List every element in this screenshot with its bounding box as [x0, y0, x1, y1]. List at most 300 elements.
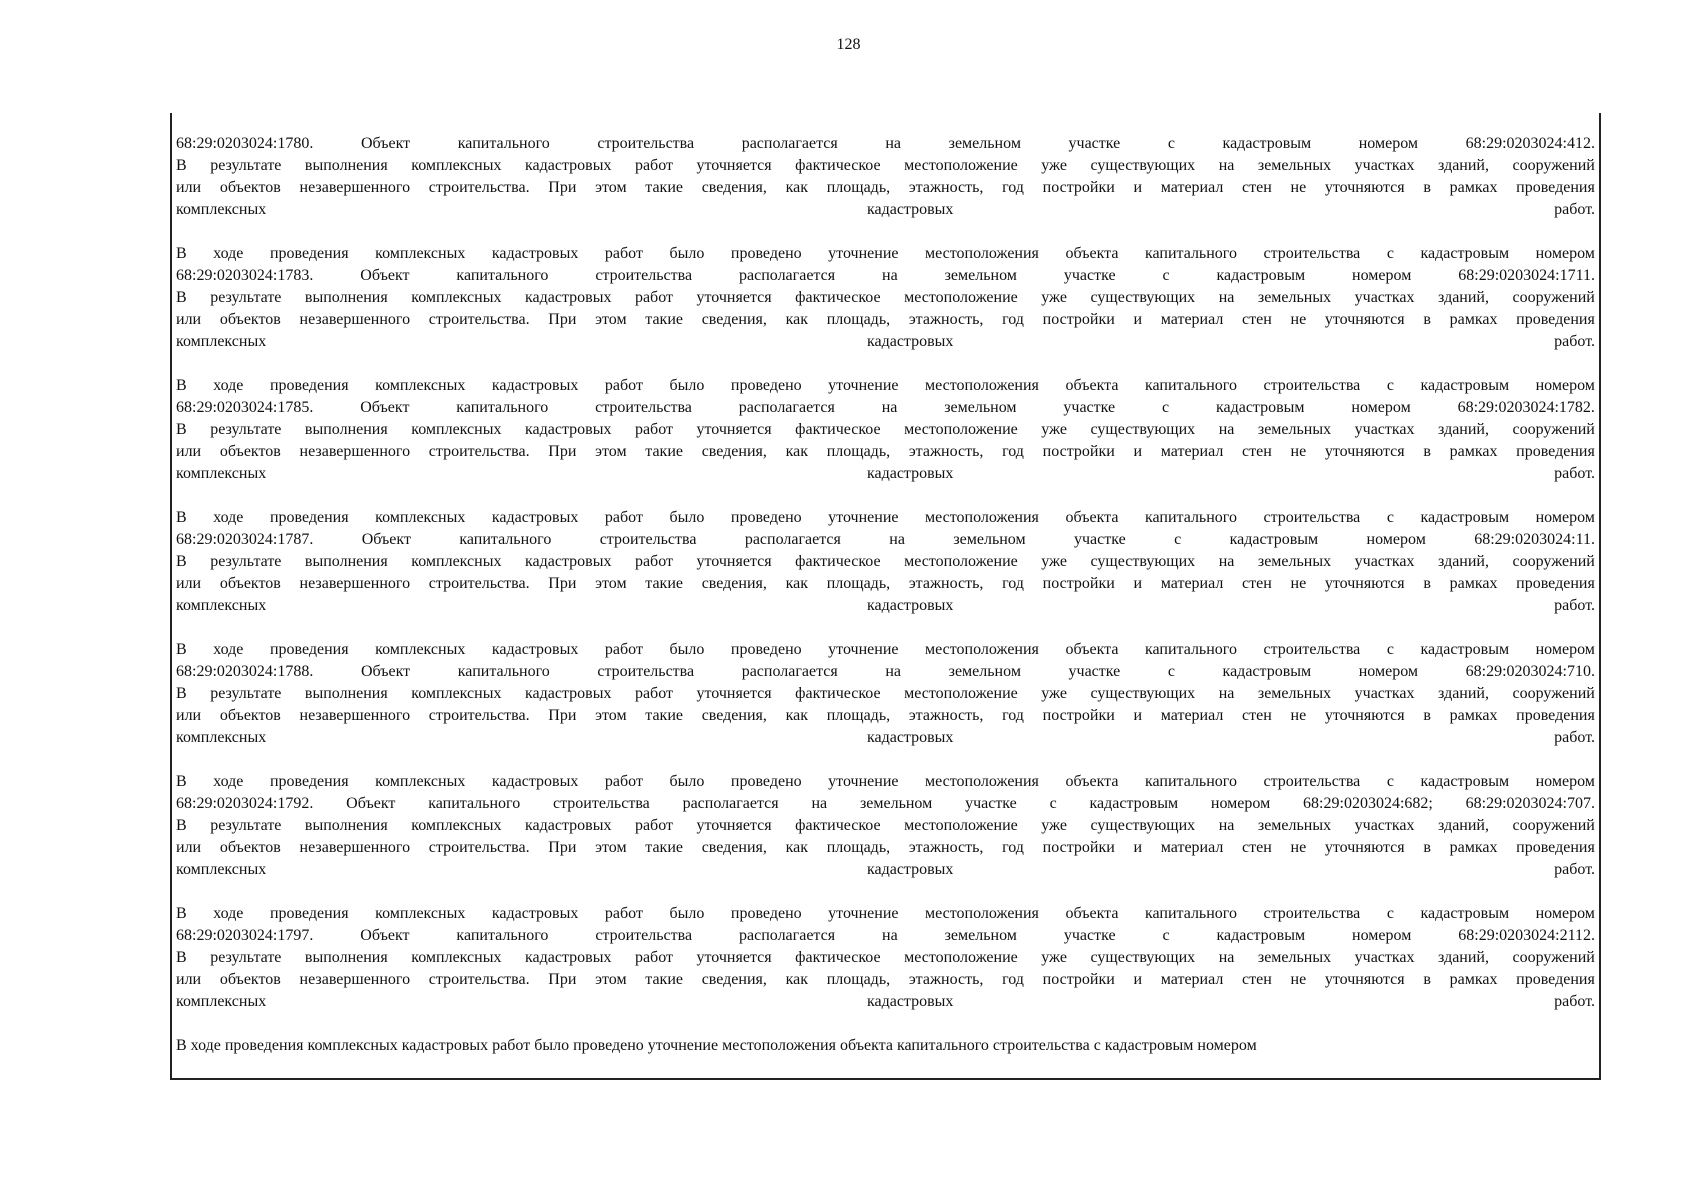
text-line: [176, 133, 1595, 155]
word: кадастровым: [1420, 905, 1510, 922]
word: на: [1218, 817, 1235, 834]
word: уточняется: [696, 289, 772, 306]
text-line: [176, 507, 1595, 529]
text-line: [176, 705, 1595, 727]
word: В: [176, 641, 187, 658]
word: в: [1423, 707, 1431, 724]
word: При: [548, 839, 577, 856]
word: было: [669, 641, 705, 658]
word: кадастровых: [491, 773, 579, 790]
word: комплексных: [176, 465, 267, 482]
word: проведения: [269, 377, 349, 394]
word: комплексных: [411, 289, 502, 306]
word: участке: [1068, 663, 1121, 680]
word: было: [669, 509, 705, 526]
word: номером: [1535, 377, 1595, 394]
word: или: [176, 575, 202, 592]
word: фактическое: [795, 157, 881, 174]
word: ходе: [213, 377, 244, 394]
word: постройки: [1042, 971, 1115, 988]
word: кадастровым: [1420, 509, 1510, 526]
word: как: [785, 179, 808, 196]
word: уточняется: [696, 553, 772, 570]
word: этом: [595, 443, 627, 460]
text-line: [176, 903, 1595, 925]
word: материал: [1160, 311, 1224, 328]
word: капитального: [456, 399, 549, 416]
word: местоположение: [904, 289, 1018, 306]
word: 68:29:0203024:682;: [1303, 795, 1433, 812]
text-line: [176, 419, 1595, 441]
word: кадастровых: [491, 641, 579, 658]
word: участке: [1063, 399, 1116, 416]
word: земельных: [1257, 949, 1332, 966]
word: работ: [634, 157, 673, 174]
word: площадь,: [826, 971, 891, 988]
word: уточняются: [1324, 575, 1405, 592]
word: капитального: [1144, 509, 1237, 526]
word: с: [1386, 377, 1394, 394]
word: результате: [210, 157, 282, 174]
word: кадастровых: [491, 509, 579, 526]
word: кадастровых: [491, 245, 579, 262]
word: капитального: [457, 663, 550, 680]
word: объекта: [1065, 905, 1119, 922]
word: Объект: [360, 663, 411, 680]
word: номером: [1535, 773, 1595, 790]
word: земельном: [944, 267, 1017, 284]
word: не: [1290, 971, 1307, 988]
word: площадь,: [826, 839, 891, 856]
text-line: [176, 309, 1595, 331]
word: как: [785, 971, 808, 988]
word: как: [785, 575, 808, 592]
word: земельных: [1257, 289, 1332, 306]
word: такие: [645, 443, 683, 460]
word: сооружений: [1512, 157, 1595, 174]
word: номером: [1358, 135, 1419, 152]
word: фактическое: [795, 685, 881, 702]
word: материал: [1160, 971, 1224, 988]
text-line: [176, 397, 1595, 419]
word: стен: [1242, 179, 1272, 196]
word: с: [1162, 267, 1170, 284]
word: комплексных: [375, 509, 466, 526]
word: 68:29:0203024:412.: [1465, 135, 1595, 152]
paragraph-list: [176, 133, 1595, 1013]
word: Объект: [360, 927, 410, 944]
word: комплексных: [176, 333, 267, 350]
word: 68:29:0203024:1788.: [176, 663, 314, 680]
paragraph: [176, 903, 1595, 1013]
word: местоположения: [925, 245, 1039, 262]
word: этажность,: [908, 707, 984, 724]
word: на: [811, 795, 828, 812]
word: располагается: [744, 531, 841, 548]
word: или: [176, 443, 202, 460]
word: выполнения: [304, 817, 388, 834]
word: проведения: [1516, 179, 1595, 196]
word: работ: [604, 905, 643, 922]
word: капитального: [1144, 245, 1237, 262]
word: уже: [1041, 421, 1067, 438]
word: строительства.: [428, 443, 530, 460]
word: уточнение: [828, 245, 899, 262]
word: уже: [1041, 685, 1067, 702]
word: фактическое: [795, 289, 881, 306]
word: сведения,: [701, 575, 767, 592]
word: и: [1133, 443, 1143, 460]
word: кадастровым: [1222, 135, 1312, 152]
word: объектов: [219, 707, 281, 724]
text-line: [176, 727, 1595, 749]
word: 68:29:0203024:1711.: [1458, 267, 1595, 284]
word: капитального: [457, 135, 550, 152]
word: При: [548, 707, 577, 724]
word: стен: [1242, 707, 1272, 724]
word: кадастровым: [1420, 245, 1510, 262]
word: такие: [645, 971, 683, 988]
word: и: [1133, 839, 1143, 856]
word: с: [1161, 399, 1170, 416]
word: сведения,: [701, 839, 767, 856]
word: местоположение: [904, 817, 1018, 834]
word: кадастровых: [866, 861, 954, 878]
word: объектов: [219, 839, 281, 856]
word: не: [1290, 443, 1307, 460]
word: год: [1002, 179, 1024, 196]
word: ходе: [213, 773, 244, 790]
text-line: [176, 859, 1595, 881]
word: объекта: [1065, 773, 1119, 790]
word: существующих: [1090, 949, 1196, 966]
word: работ.: [1554, 597, 1595, 614]
word: сооружений: [1512, 949, 1595, 966]
word: объекта: [1065, 509, 1119, 526]
word: капитального: [1144, 641, 1237, 658]
text-line: [176, 661, 1595, 683]
word: не: [1290, 311, 1307, 328]
word: не: [1290, 707, 1307, 724]
word: работ.: [1554, 729, 1595, 746]
word: год: [1002, 839, 1024, 856]
final-line: В ходе проведения комплексных кадастровых работ было проведено уточнение местоположения объекта капитального строительства с кадастровым номером: [176, 1037, 1257, 1054]
word: сведения,: [701, 311, 767, 328]
text-line: [176, 177, 1595, 199]
word: незавершенного: [299, 443, 411, 460]
word: зданий,: [1438, 817, 1489, 834]
word: участке: [1063, 927, 1116, 944]
word: земельных: [1257, 553, 1332, 570]
word: не: [1290, 575, 1307, 592]
word: выполнения: [304, 685, 388, 702]
word: уточнение: [828, 377, 899, 394]
word: рамках: [1449, 971, 1498, 988]
word: как: [785, 707, 808, 724]
word: такие: [645, 311, 683, 328]
word: этажность,: [908, 971, 984, 988]
word: располагается: [738, 399, 835, 416]
word: кадастровых: [491, 377, 579, 394]
text-line: [176, 331, 1595, 353]
word: существующих: [1090, 553, 1196, 570]
word: незавершенного: [299, 839, 411, 856]
word: При: [548, 575, 577, 592]
word: такие: [645, 179, 683, 196]
word: комплексных: [176, 993, 267, 1010]
word: постройки: [1042, 707, 1115, 724]
word: стен: [1242, 311, 1272, 328]
word: комплексных: [375, 377, 466, 394]
word: стен: [1242, 839, 1272, 856]
word: этажность,: [908, 839, 984, 856]
text-frame: [170, 113, 1601, 1080]
word: результате: [210, 817, 282, 834]
word: работ: [604, 245, 643, 262]
text-line: [176, 199, 1595, 221]
word: проведено: [730, 377, 802, 394]
word: располагается: [739, 267, 836, 284]
word: объектов: [219, 443, 281, 460]
word: работ: [634, 289, 673, 306]
word: работ.: [1554, 465, 1595, 482]
word: с: [1386, 509, 1394, 526]
word: объектов: [219, 179, 281, 196]
word: постройки: [1042, 311, 1115, 328]
paragraph: [176, 507, 1595, 617]
word: проведения: [1516, 839, 1595, 856]
word: этом: [595, 575, 627, 592]
word: строительства: [597, 663, 695, 680]
word: существующих: [1090, 289, 1196, 306]
word: сооружений: [1512, 553, 1595, 570]
word: ходе: [213, 905, 244, 922]
word: на: [1218, 421, 1235, 438]
word: В: [176, 245, 187, 262]
word: кадастровых: [866, 465, 954, 482]
word: участках: [1354, 685, 1415, 702]
word: В: [176, 905, 187, 922]
word: сведения,: [701, 971, 767, 988]
word: на: [881, 399, 898, 416]
word: комплексных: [375, 641, 466, 658]
word: 68:29:0203024:1785.: [176, 399, 314, 416]
word: уже: [1041, 289, 1067, 306]
word: участке: [1074, 531, 1126, 548]
word: выполнения: [304, 949, 388, 966]
word: зданий,: [1438, 949, 1489, 966]
word: год: [1002, 707, 1024, 724]
word: кадастровым: [1216, 267, 1306, 284]
word: в: [1423, 839, 1431, 856]
word: уточняется: [696, 157, 772, 174]
word: проведения: [1516, 575, 1595, 592]
word: строительства: [599, 531, 697, 548]
word: строительства: [1263, 377, 1361, 394]
word: В: [176, 773, 187, 790]
word: ходе: [213, 509, 244, 526]
paragraph: [176, 639, 1595, 749]
text-line: [176, 441, 1595, 463]
word: уже: [1041, 553, 1067, 570]
word: результате: [210, 949, 282, 966]
word: проведения: [269, 641, 349, 658]
word: результате: [210, 421, 282, 438]
word: местоположения: [925, 641, 1039, 658]
word: комплексных: [375, 773, 466, 790]
word: этажность,: [908, 443, 984, 460]
word: участках: [1354, 553, 1415, 570]
word: этом: [595, 839, 627, 856]
word: фактическое: [795, 949, 881, 966]
word: располагается: [741, 135, 838, 152]
word: строительства: [1263, 245, 1361, 262]
word: 68:29:0203024:1792.: [176, 795, 314, 812]
word: работ: [604, 509, 643, 526]
text-line: [176, 595, 1595, 617]
word: было: [669, 377, 705, 394]
word: участках: [1354, 949, 1415, 966]
word: В: [176, 685, 187, 702]
word: номером: [1352, 927, 1412, 944]
word: участке: [965, 795, 1017, 812]
word: или: [176, 179, 202, 196]
text-line: [176, 815, 1595, 837]
word: зданий,: [1438, 421, 1489, 438]
word: незавершенного: [299, 575, 411, 592]
word: располагается: [682, 795, 779, 812]
word: кадастровых: [866, 201, 954, 218]
word: земельном: [944, 399, 1017, 416]
word: местоположение: [904, 949, 1018, 966]
document-body: [176, 133, 1595, 1079]
word: в: [1423, 971, 1431, 988]
word: 68:29:0203024:2112.: [1458, 927, 1595, 944]
word: уточняется: [696, 685, 772, 702]
word: комплексных: [411, 685, 502, 702]
word: кадастровым: [1216, 927, 1306, 944]
word: и: [1133, 575, 1143, 592]
word: 68:29:0203024:1783.: [176, 267, 314, 284]
text-line: [176, 573, 1595, 595]
word: с: [1167, 663, 1175, 680]
word: строительства.: [428, 707, 530, 724]
word: номером: [1535, 905, 1595, 922]
word: кадастровых: [524, 817, 612, 834]
word: этажность,: [908, 575, 984, 592]
word: существующих: [1090, 817, 1196, 834]
word: выполнения: [304, 421, 388, 438]
word: работ: [604, 641, 643, 658]
word: с: [1049, 795, 1057, 812]
word: стен: [1242, 971, 1272, 988]
word: 68:29:0203024:710.: [1465, 663, 1595, 680]
word: стен: [1242, 575, 1272, 592]
word: участке: [1063, 267, 1116, 284]
word: земельном: [948, 663, 1021, 680]
word: Объект: [360, 267, 410, 284]
word: рамках: [1449, 839, 1498, 856]
word: строительства.: [428, 311, 530, 328]
word: уточняется: [696, 817, 772, 834]
word: незавершенного: [299, 179, 411, 196]
word: с: [1386, 773, 1394, 790]
word: строительства.: [428, 971, 530, 988]
word: на: [1218, 949, 1235, 966]
text-line: [176, 837, 1595, 859]
word: выполнения: [304, 157, 388, 174]
word: земельных: [1257, 685, 1332, 702]
word: номером: [1352, 267, 1412, 284]
word: В: [176, 421, 187, 438]
word: 68:29:0203024:1780.: [176, 135, 314, 152]
word: постройки: [1042, 443, 1115, 460]
paragraph: [176, 133, 1595, 221]
word: кадастровых: [524, 289, 612, 306]
word: капитального: [456, 267, 549, 284]
word: площадь,: [826, 311, 891, 328]
word: сведения,: [701, 443, 767, 460]
word: сведения,: [701, 707, 767, 724]
word: площадь,: [826, 575, 891, 592]
word: кадастровых: [524, 949, 612, 966]
word: проведения: [269, 773, 349, 790]
word: ходе: [213, 641, 244, 658]
word: уточняются: [1324, 443, 1405, 460]
word: такие: [645, 575, 683, 592]
word: кадастровым: [1420, 641, 1510, 658]
word: строительства.: [428, 179, 530, 196]
word: существующих: [1090, 685, 1196, 702]
word: не: [1290, 179, 1307, 196]
word: работ: [634, 949, 673, 966]
word: При: [548, 311, 577, 328]
word: зданий,: [1438, 685, 1489, 702]
word: на: [885, 663, 902, 680]
word: или: [176, 971, 202, 988]
word: год: [1002, 311, 1024, 328]
word: этом: [595, 311, 627, 328]
word: как: [785, 839, 808, 856]
word: При: [548, 443, 577, 460]
word: проведения: [1516, 443, 1595, 460]
word: или: [176, 311, 202, 328]
word: комплексных: [176, 861, 267, 878]
word: площадь,: [826, 707, 891, 724]
word: местоположение: [904, 421, 1018, 438]
word: кадастровых: [866, 729, 954, 746]
word: работ: [634, 817, 673, 834]
word: Объект: [361, 531, 411, 548]
word: кадастровых: [524, 421, 612, 438]
word: работ.: [1554, 993, 1595, 1010]
word: объекта: [1065, 377, 1119, 394]
text-line: [176, 925, 1595, 947]
word: незавершенного: [299, 707, 411, 724]
word: результате: [210, 553, 282, 570]
word: В: [176, 377, 187, 394]
word: как: [785, 443, 808, 460]
word: В: [176, 289, 187, 306]
word: комплексных: [375, 245, 466, 262]
word: местоположение: [904, 553, 1018, 570]
word: местоположения: [925, 377, 1039, 394]
word: как: [785, 311, 808, 328]
word: и: [1133, 707, 1143, 724]
word: кадастровым: [1222, 663, 1312, 680]
word: комплексных: [411, 949, 502, 966]
word: на: [1218, 289, 1235, 306]
